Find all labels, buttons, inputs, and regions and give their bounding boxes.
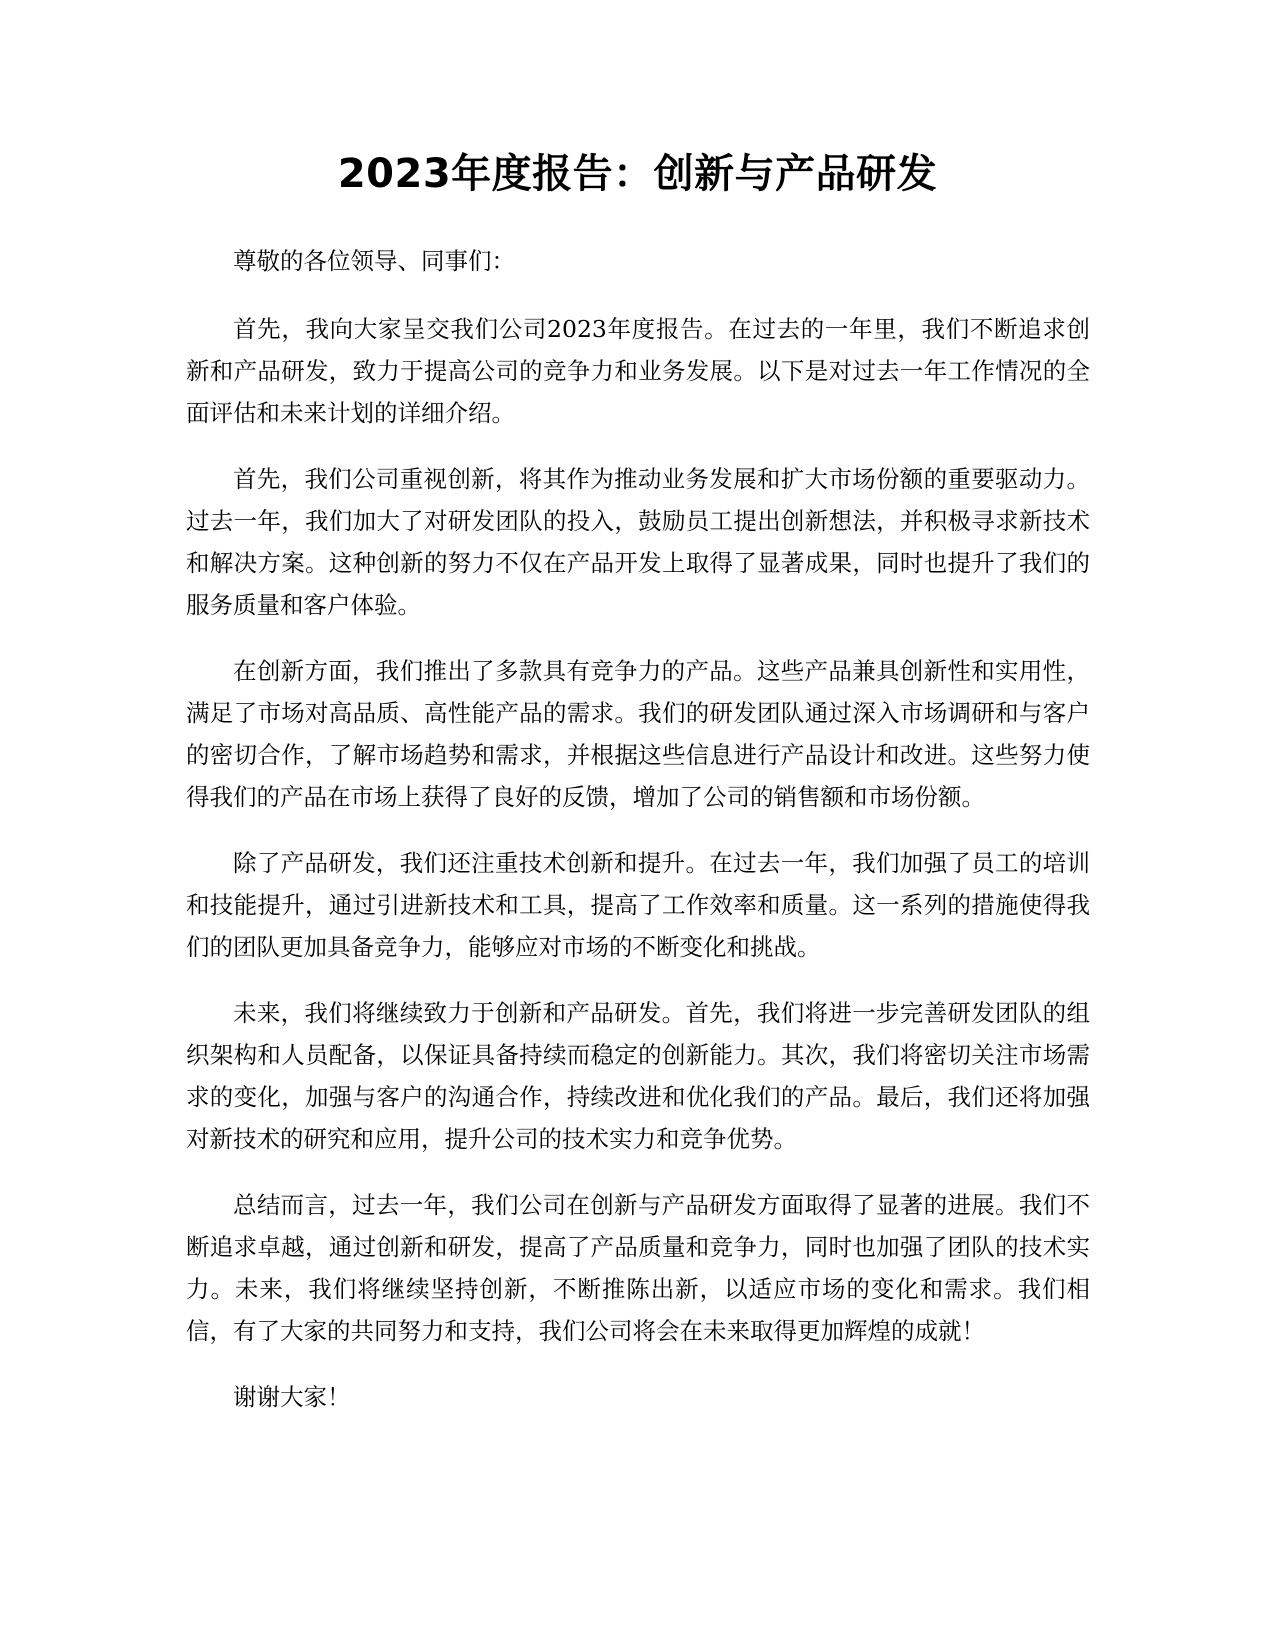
body-paragraph-6: 总结而言，过去一年，我们公司在创新与产品研发方面取得了显著的进展。我们不断追求卓越，通过创新和研发，提高了产品质量和竞争力，同时也加强了团队的技术实力。未来，我们将继续坚持创新，不断推陈出新，以适应市场的变化和需求。我们相信，有了大家的共同努力和支持，我们公司将会在未来取得更加辉煌的成就！ — [186, 1191, 1090, 1345]
greeting-paragraph: 尊敬的各位领导、同事们： — [233, 247, 515, 275]
document-title: 2023年度报告：创新与产品研发 — [337, 151, 938, 197]
body-paragraph-3: 在创新方面，我们推出了多款具有竞争力的产品。这些产品兼具创新性和实用性，满足了市场对高品质、高性能产品的需求。我们的研发团队通过深入市场调研和与客户的密切合作，了解市场趋势和需求，并根据这些信息进行产品设计和改进。这些努力使得我们的产品在市场上获得了良好的反馈，增加了公司的销售额和市场份额。 — [186, 657, 1090, 811]
document-body — [186, 240, 1090, 1442]
body-paragraph-1: 首先，我向大家呈交我们公司2023年度报告。在过去的一年里，我们不断追求创新和产品研发，致力于提高公司的竞争力和业务发展。以下是对过去一年工作情况的全面评估和未来计划的详细介绍。 — [186, 315, 1090, 427]
body-paragraph-4: 除了产品研发，我们还注重技术创新和提升。在过去一年，我们加强了员工的培训和技能提升，通过引进新技术和工具，提高了工作效率和质量。这一系列的措施使得我们的团队更加具备竞争力，能够应对市场的不断变化和挑战。 — [186, 849, 1090, 961]
body-paragraph-2: 首先，我们公司重视创新，将其作为推动业务发展和扩大市场份额的重要驱动力。过去一年，我们加大了对研发团队的投入，鼓励员工提出创新想法，并积极寻求新技术和解决方案。这种创新的努力不仅在产品开发上取得了显著成果，同时也提升了我们的服务质量和客户体验。 — [186, 465, 1090, 619]
body-paragraph-5: 未来，我们将继续致力于创新和产品研发。首先，我们将进一步完善研发团队的组织架构和人员配备，以保证具备持续而稳定的创新能力。其次，我们将密切关注市场需求的变化，加强与客户的沟通合作，持续改进和优化我们的产品。最后，我们还将加强对新技术的研究和应用，提升公司的技术实力和竞争优势。 — [186, 999, 1090, 1153]
closing-paragraph: 谢谢大家！ — [233, 1383, 351, 1411]
